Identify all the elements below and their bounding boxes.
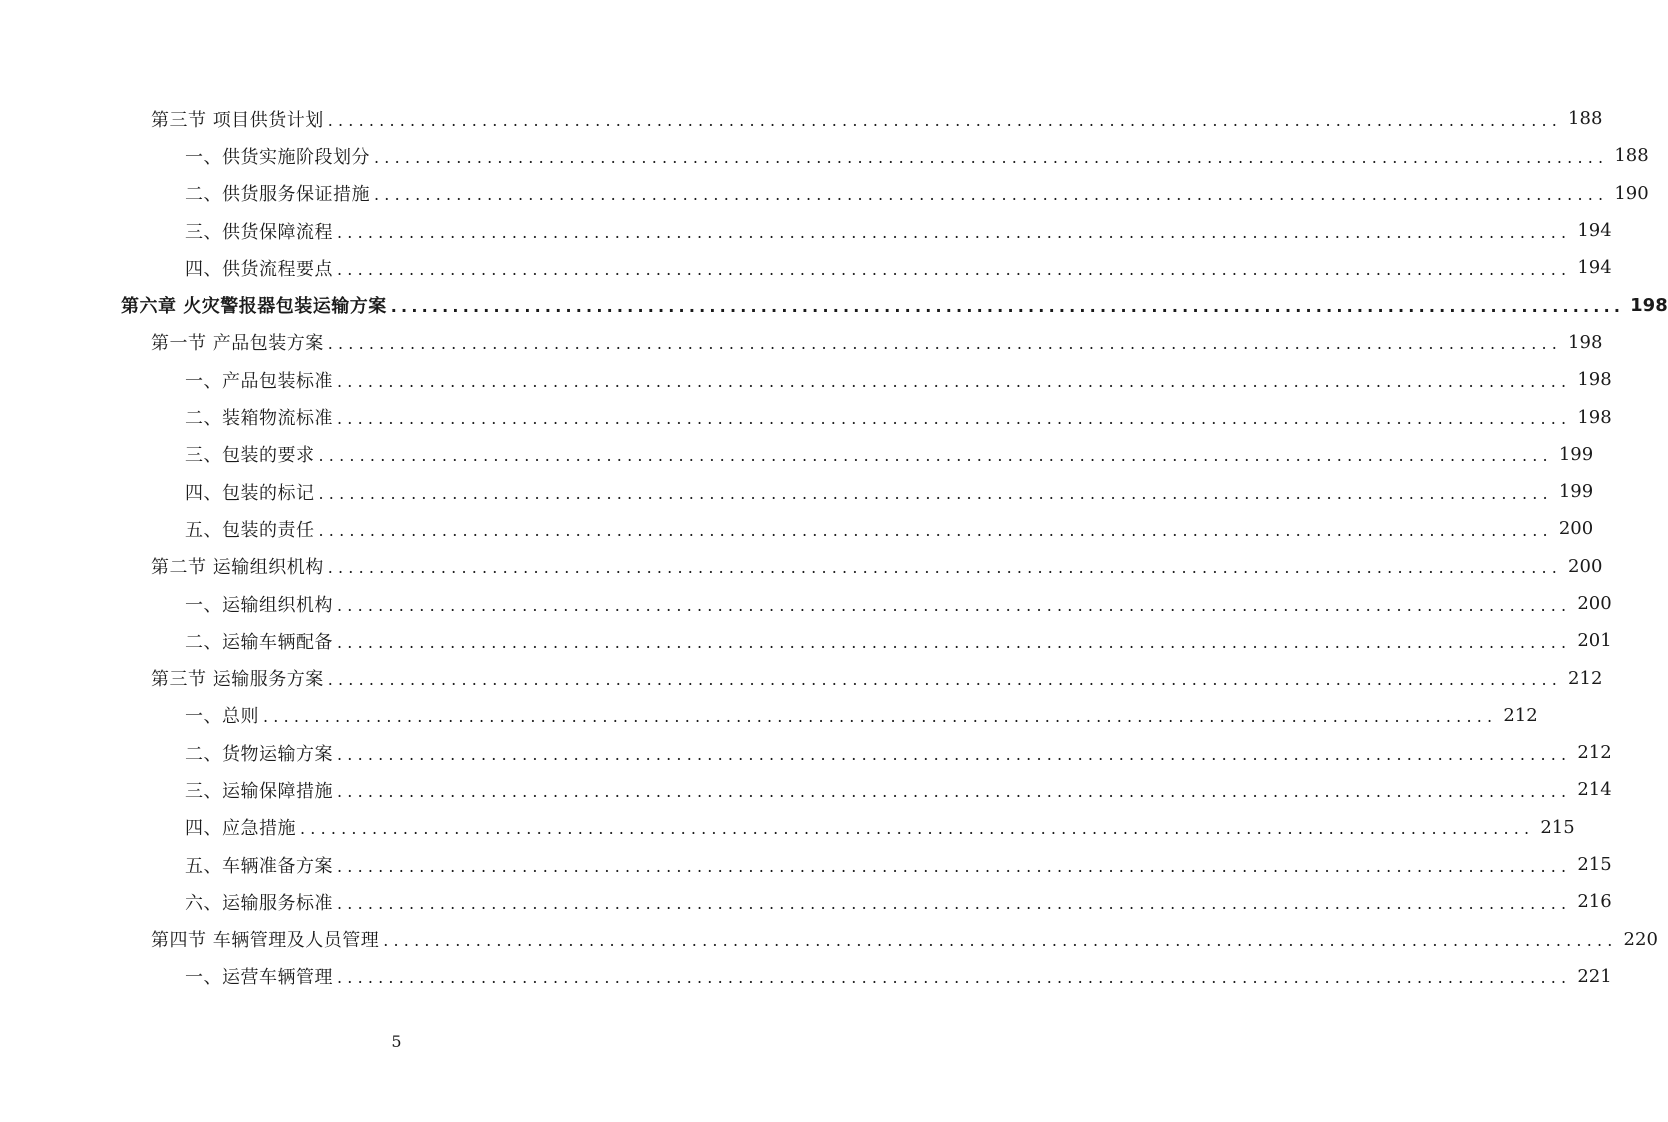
toc-entry-item[interactable] (0, 510, 1594, 547)
toc-dot-leader: ........................................................................................................................ (337, 371, 1572, 391)
toc-entry-title: 二、货物运输方案 (185, 743, 333, 765)
toc-entry-section[interactable] (0, 921, 1658, 958)
toc-entry-page: 212 (1577, 742, 1612, 764)
toc-dot-leader: ........................................................................................................................ (337, 409, 1572, 429)
toc-entry-title: 二、运输车辆配备 (185, 631, 333, 653)
toc-entry-page: 200 (1577, 593, 1612, 614)
toc-entry-section[interactable] (0, 548, 1603, 585)
toc-entry-section[interactable] (0, 324, 1603, 361)
toc-entry-page: 216 (1577, 891, 1612, 913)
toc-entry-section[interactable] (0, 659, 1603, 696)
toc-entry-item[interactable] (0, 771, 1612, 808)
toc-dot-leader: ........................................................................................................................ (318, 483, 1553, 503)
toc-entry-item[interactable] (0, 137, 1649, 174)
toc-dot-leader: ........................................................................................................................ (337, 595, 1572, 615)
toc-entry-title: 三、包装的要求 (185, 445, 315, 467)
toc-entry-title: 五、包装的责任 (185, 519, 315, 541)
toc-entry-page: 212 (1503, 704, 1538, 726)
toc-dot-leader: ........................................................................................................................ (374, 185, 1609, 205)
toc-entry-title: 一、总则 (185, 706, 259, 728)
toc-entry-title: 第三节 项目供货计划 (151, 109, 324, 131)
toc-entry-page: 188 (1614, 145, 1649, 167)
toc-entry-item[interactable] (0, 846, 1612, 883)
toc-entry-title: 六、运输服务标准 (185, 892, 333, 914)
toc-entry-page: 212 (1568, 667, 1603, 689)
toc-entry-page: 199 (1558, 481, 1594, 503)
toc-entry-page: 199 (1558, 443, 1594, 465)
toc-dot-leader: ........................................................................................................................ (337, 744, 1572, 764)
table-of-contents (0, 100, 1668, 995)
toc-dot-leader: ........................................................................................................................ (337, 632, 1572, 652)
toc-entry-item[interactable] (0, 809, 1575, 846)
toc-dot-leader: ........................................................................................................................ (383, 931, 1618, 951)
toc-entry-page: 198 (1568, 331, 1603, 353)
toc-dot-leader: ........................................................................................................................ (318, 520, 1553, 540)
toc-entry-page: 198 (1630, 294, 1668, 316)
toc-entry-title: 四、应急措施 (185, 818, 296, 840)
toc-entry-title: 一、运输组织机构 (185, 594, 333, 616)
toc-dot-leader: ........................................................................................................................ (327, 558, 1563, 578)
toc-entry-item[interactable] (0, 361, 1612, 398)
toc-entry-page: 198 (1577, 406, 1612, 428)
toc-dot-leader: ........................................................................................................................ (337, 781, 1572, 801)
toc-entry-item[interactable] (0, 585, 1612, 622)
toc-entry-item[interactable] (0, 883, 1612, 920)
toc-entry-page: 221 (1577, 965, 1612, 987)
toc-dot-leader: ........................................................................................................................ (337, 259, 1572, 279)
toc-dot-leader: ........................................................................................................................ (337, 893, 1572, 913)
toc-entry-item[interactable] (0, 958, 1612, 995)
toc-dot-leader: ........................................................................................................................ (263, 707, 1498, 727)
toc-dot-leader: ........................................................................................................................ (374, 147, 1609, 167)
toc-dot-leader: ........................................................................................................................ (327, 334, 1563, 354)
page-number: 5 (391, 1032, 402, 1051)
toc-entry-page: 200 (1568, 555, 1603, 577)
toc-entry-title: 一、产品包装标准 (185, 370, 333, 392)
toc-entry-page: 215 (1577, 854, 1612, 876)
toc-entry-title: 第四节 车辆管理及人员管理 (151, 930, 380, 952)
toc-dot-leader: ........................................................................................................................ (327, 110, 1563, 130)
toc-dot-leader: ........................................................................................................................ (318, 446, 1553, 466)
toc-dot-leader: ........................................................................................................................ (337, 856, 1572, 876)
toc-entry-title: 三、运输保障措施 (185, 780, 333, 802)
toc-entry-page: 190 (1614, 182, 1649, 204)
toc-entry-chapter[interactable] (0, 286, 1668, 323)
toc-entry-item[interactable] (0, 249, 1612, 286)
toc-entry-item[interactable] (0, 697, 1538, 734)
toc-entry-item[interactable] (0, 398, 1612, 435)
toc-entry-title: 一、运营车辆管理 (185, 967, 333, 989)
toc-entry-title: 四、供货流程要点 (185, 258, 333, 280)
toc-entry-item[interactable] (0, 436, 1594, 473)
toc-entry-title: 第三节 运输服务方案 (151, 669, 324, 691)
toc-entry-title: 第六章 火灾警报器包装运输方案 (121, 296, 387, 318)
toc-entry-item[interactable] (0, 734, 1612, 771)
toc-entry-page: 201 (1577, 630, 1612, 652)
toc-dot-leader: ........................................................................................................................ (390, 297, 1625, 317)
toc-entry-page: 194 (1577, 257, 1612, 279)
toc-dot-leader: ........................................................................................................................ (337, 968, 1572, 988)
toc-entry-page: 200 (1558, 518, 1594, 540)
toc-entry-section[interactable] (0, 100, 1603, 137)
toc-entry-item[interactable] (0, 175, 1649, 212)
toc-entry-title: 第一节 产品包装方案 (151, 333, 324, 355)
toc-entry-title: 二、装箱物流标准 (185, 408, 333, 430)
toc-entry-title: 三、供货保障流程 (185, 221, 333, 243)
toc-dot-leader: ........................................................................................................................ (327, 670, 1563, 690)
toc-entry-page: 214 (1577, 779, 1612, 801)
toc-entry-page: 194 (1577, 220, 1612, 242)
toc-dot-leader: ........................................................................................................................ (300, 819, 1535, 839)
toc-entry-item[interactable] (0, 473, 1594, 510)
toc-entry-title: 四、包装的标记 (185, 482, 315, 504)
toc-entry-page: 220 (1623, 928, 1658, 950)
toc-entry-title: 二、供货服务保证措施 (185, 184, 370, 206)
toc-entry-item[interactable] (0, 212, 1612, 249)
toc-entry-title: 一、供货实施阶段划分 (185, 146, 370, 168)
toc-entry-page: 198 (1577, 369, 1612, 391)
toc-entry-page: 188 (1568, 108, 1603, 130)
toc-entry-page: 215 (1540, 816, 1575, 838)
toc-entry-item[interactable] (0, 622, 1612, 659)
toc-entry-title: 五、车辆准备方案 (185, 855, 333, 877)
toc-dot-leader: ........................................................................................................................ (337, 222, 1572, 242)
toc-entry-title: 第二节 运输组织机构 (151, 557, 324, 579)
